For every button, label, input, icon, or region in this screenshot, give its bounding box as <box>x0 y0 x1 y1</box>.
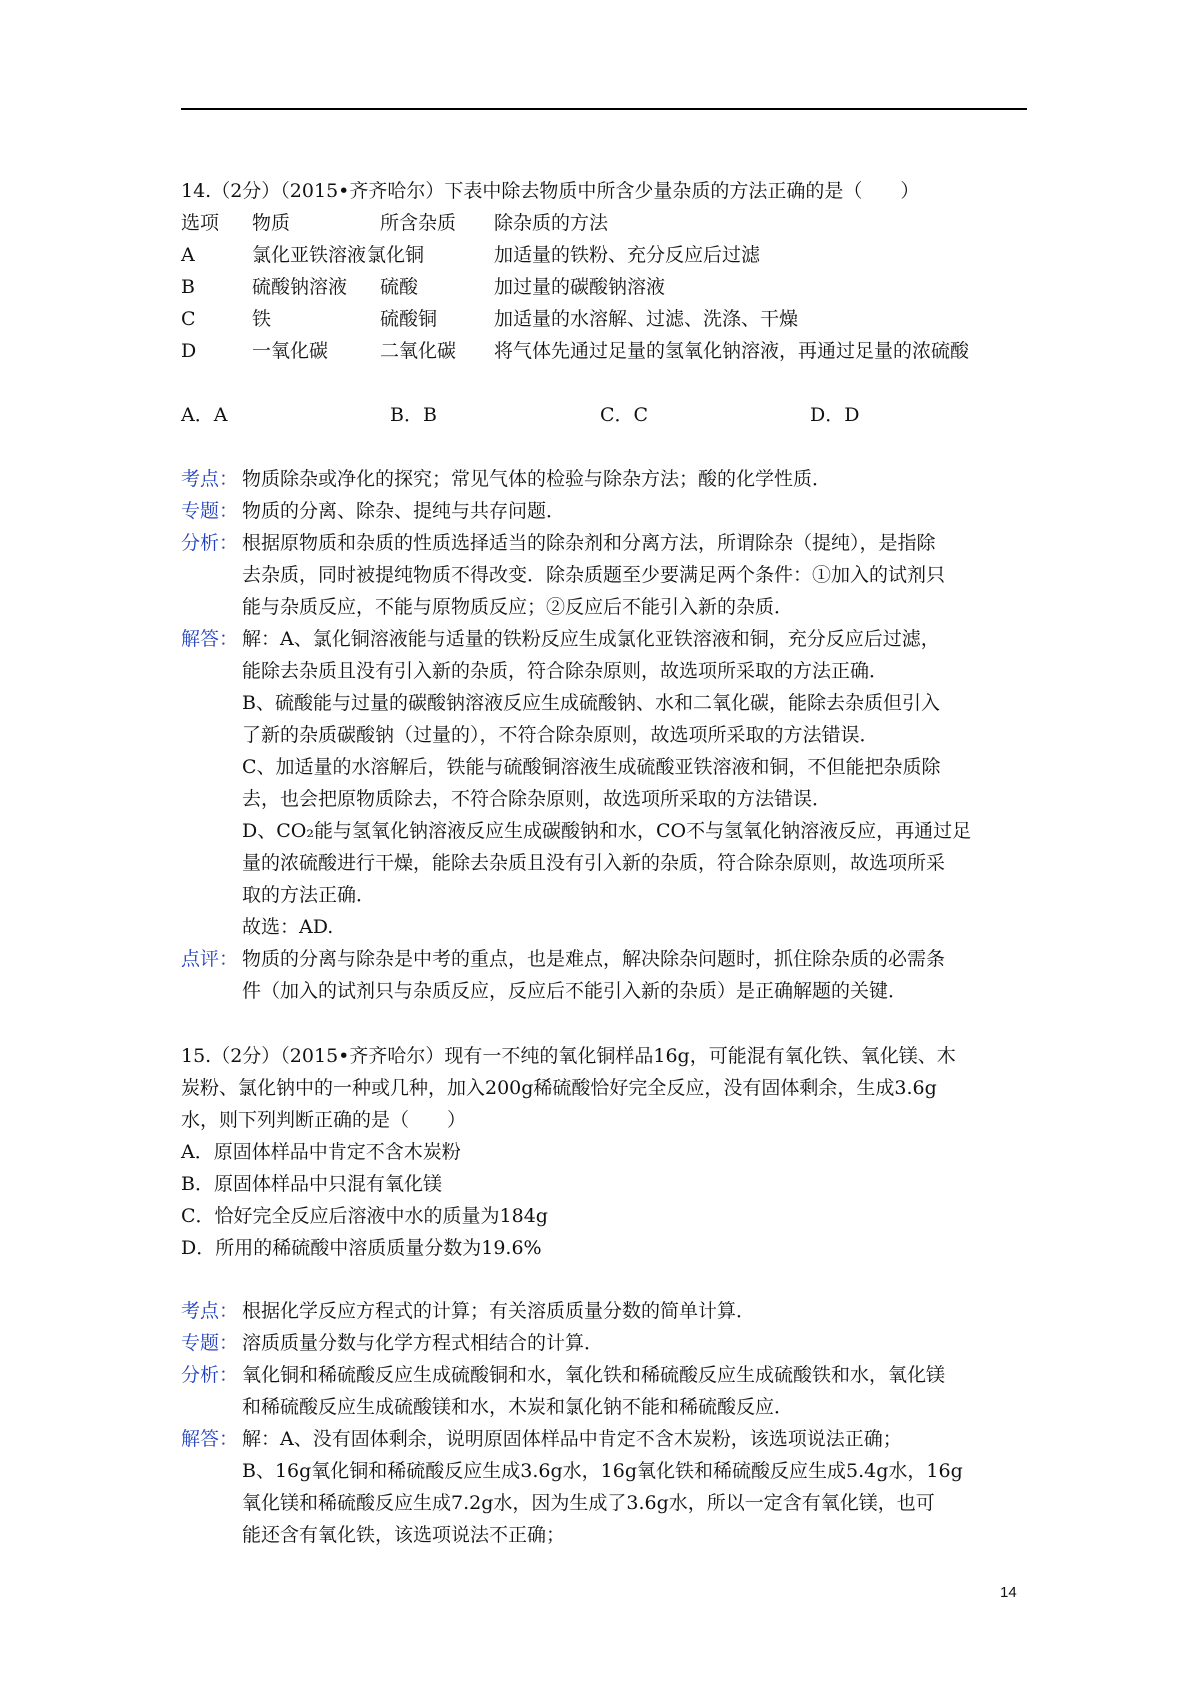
table-cell: 硫酸钠溶液 <box>252 276 348 298</box>
table-header-cell: 除杂质的方法 <box>494 212 609 234</box>
table-cell: 加过量的碳酸钠溶液 <box>494 276 666 298</box>
jieda-line: 去，也会把原物质除去，不符合除杂原则，故选项所采取的方法错误． <box>242 788 832 810</box>
kaodian-text: 物质除杂或净化的探究；常见气体的检验与除杂方法；酸的化学性质． <box>242 468 832 490</box>
kaodian-label: 考点： <box>181 1300 239 1322</box>
table-header-cell: 选项 <box>181 212 220 234</box>
table-cell: 加适量的水溶解、过滤、洗涤、干燥 <box>494 308 799 330</box>
header-rule <box>181 108 1027 110</box>
choice-d: D．所用的稀硫酸中溶质质量分数为19.6% <box>181 1237 542 1259</box>
q15-stem-line: 15.（2分）（2015•齐齐哈尔）现有一不纯的氧化铜样品16g，可能混有氧化铁、氧化镁、木 <box>181 1045 956 1067</box>
table-cell: 加适量的铁粉、充分反应后过滤 <box>494 244 761 266</box>
table-header-cell: 物质 <box>252 212 291 234</box>
choice-a: A．原固体样品中肯定不含木炭粉 <box>181 1141 461 1163</box>
jieda-line: 了新的杂质碳酸钠（过量的），不符合除杂原则，故选项所采取的方法错误． <box>242 724 879 746</box>
jieda-line: B、16g氧化铜和稀硫酸反应生成3.6g水，16g氧化铁和稀硫酸反应生成5.4g水，16g <box>242 1460 963 1482</box>
choice-c: C．恰好完全反应后溶液中水的质量为184g <box>181 1205 548 1227</box>
table-cell: 硫酸铜 <box>380 308 438 330</box>
jieda-line: 能还含有氧化铁，该选项说法不正确； <box>242 1524 566 1546</box>
choice-d: D．D <box>810 404 860 426</box>
table-cell: C <box>181 308 196 330</box>
fenxi-line: 根据原物质和杂质的性质选择适当的除杂剂和分离方法，所谓除杂（提纯），是指除 <box>242 532 936 554</box>
fenxi-line: 去杂质，同时被提纯物质不得改变．除杂质题至少要满足两个条件：①加入的试剂只 <box>242 564 946 586</box>
dianping-line: 件（加入的试剂只与杂质反应，反应后不能引入新的杂质）是正确解题的关键． <box>242 980 908 1002</box>
fenxi-label: 分析： <box>181 1364 239 1386</box>
table-cell: 氯化铜 <box>367 244 425 266</box>
q15-zhuanti <box>181 1330 603 1356</box>
jieda-line: 取的方法正确． <box>242 884 376 906</box>
zhuanti-label: 专题： <box>181 500 239 522</box>
q15-fenxi <box>181 1362 945 1388</box>
q15-stem-line: 炭粉、氯化钠中的一种或几种，加入200g稀硫酸恰好完全反应，没有固体剩余，生成3.6g <box>181 1077 937 1099</box>
fenxi-label: 分析： <box>181 532 239 554</box>
jieda-line: B、硫酸能与过量的碳酸钠溶液反应生成硫酸钠、水和二氧化碳，能除去杂质但引入 <box>242 692 940 714</box>
zhuanti-label: 专题： <box>181 1332 239 1354</box>
zhuanti-text: 溶质质量分数与化学方程式相结合的计算． <box>242 1332 604 1354</box>
page-number: 14 <box>1000 1584 1017 1601</box>
choice-b: B．原固体样品中只混有氧化镁 <box>181 1173 442 1195</box>
kaodian-label: 考点： <box>181 468 239 490</box>
dianping-label: 点评： <box>181 948 239 970</box>
jieda-line: C、加适量的水溶解后，铁能与硫酸铜溶液生成硫酸亚铁溶液和铜，不但能把杂质除 <box>242 756 941 778</box>
jieda-line: 氧化镁和稀硫酸反应生成7.2g水，因为生成了3.6g水，所以一定含有氧化镁，也可 <box>242 1492 935 1514</box>
fenxi-line: 能与杂质反应，不能与原物质反应；②反应后不能引入新的杂质． <box>242 596 794 618</box>
q15-kaodian <box>181 1298 755 1324</box>
jieda-line: 故选：AD. <box>242 916 334 938</box>
fenxi-line: 和稀硫酸反应生成硫酸镁和水，木炭和氯化钠不能和稀硫酸反应． <box>242 1396 794 1418</box>
zhuanti-text: 物质的分离、除杂、提纯与共存问题． <box>242 500 566 522</box>
choice-c: C．C <box>600 404 649 426</box>
jieda-line: D、CO₂能与氢氧化钠溶液反应生成碳酸钠和水，CO不与氢氧化钠溶液反应，再通过足 <box>242 820 972 842</box>
jieda-line: 量的浓硫酸进行干燥，能除去杂质且没有引入新的杂质，符合除杂原则，故选项所采 <box>242 852 946 874</box>
jieda-line: 解：A、没有固体剩余，说明原固体样品中肯定不含木炭粉，该选项说法正确； <box>242 1428 902 1450</box>
q14-stem: 14.（2分）（2015•齐齐哈尔）下表中除去物质中所含少量杂质的方法正确的是（ ） <box>181 180 920 202</box>
table-cell: 铁 <box>252 308 272 330</box>
choice-b: B．B <box>390 404 437 426</box>
table-cell: 一氧化碳 <box>252 340 329 362</box>
table-cell: 将气体先通过足量的氢氧化钠溶液，再通过足量的浓硫酸 <box>494 340 970 362</box>
jieda-label: 解答： <box>181 1428 239 1450</box>
q15-stem-line: 水，则下列判断正确的是（ ） <box>181 1109 467 1131</box>
table-cell: D <box>181 340 197 362</box>
jieda-label: 解答： <box>181 628 239 650</box>
jieda-line: 能除去杂质且没有引入新的杂质，符合除杂原则，故选项所采取的方法正确． <box>242 660 889 682</box>
table-cell: B <box>181 276 195 298</box>
q15-jieda <box>181 1426 902 1452</box>
fenxi-line: 氧化铜和稀硫酸反应生成硫酸铜和水，氧化铁和稀硫酸反应生成硫酸铁和水，氧化镁 <box>242 1364 946 1386</box>
table-cell: 氯化亚铁溶液 <box>252 244 367 266</box>
table-cell: 硫酸 <box>380 276 419 298</box>
table-cell: 二氧化碳 <box>380 340 457 362</box>
table-cell: A <box>181 244 195 266</box>
q14-dianping <box>181 946 945 972</box>
q14-fenxi <box>181 530 936 556</box>
jieda-line: 解：A、氯化铜溶液能与适量的铁粉反应生成氯化亚铁溶液和铜，充分反应后过滤， <box>242 628 940 650</box>
q14-kaodian <box>181 466 831 492</box>
kaodian-text: 根据化学反应方程式的计算；有关溶质质量分数的简单计算． <box>242 1300 756 1322</box>
q14-zhuanti <box>181 498 565 524</box>
table-header-cell: 所含杂质 <box>380 212 457 234</box>
q14-jieda <box>181 626 940 652</box>
dianping-line: 物质的分离与除杂是中考的重点，也是难点，解决除杂问题时，抓住除杂质的必需条 <box>242 948 946 970</box>
choice-a: A．A <box>181 404 228 426</box>
